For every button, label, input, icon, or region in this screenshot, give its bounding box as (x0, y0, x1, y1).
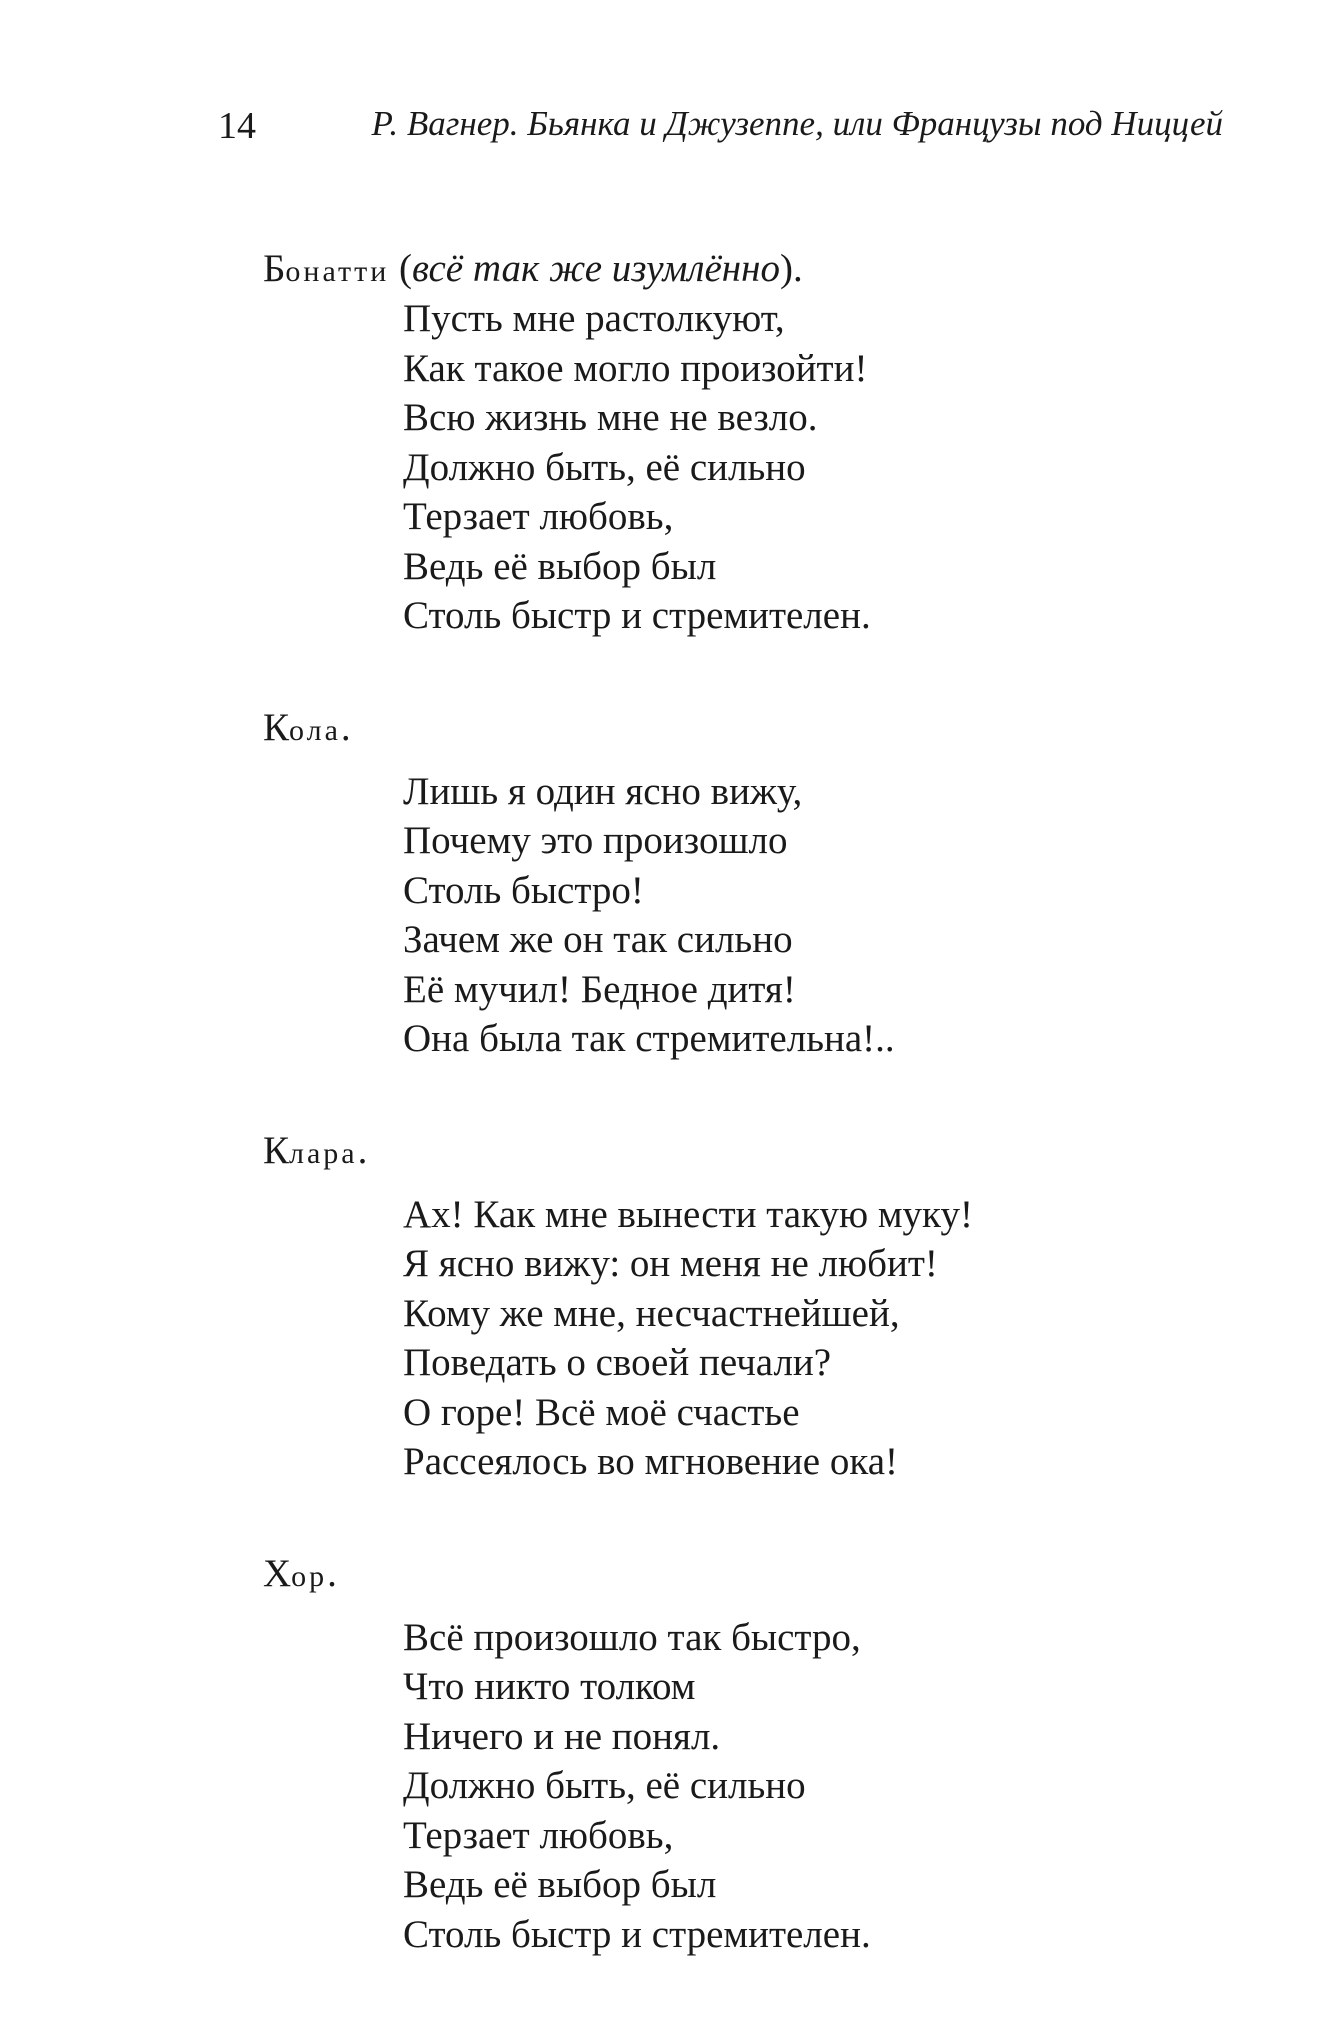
speaker-initial: К (263, 1128, 290, 1172)
verse-line: О горе! Всё моё счастье (403, 1390, 800, 1434)
verse-line: Она была так стремительна!.. (403, 1017, 895, 1060)
speaker-heading (263, 1549, 1263, 1599)
script-body (263, 244, 1263, 2021)
verse-lines (403, 1613, 1263, 1960)
verse-line: Как такое могло произойти! (403, 346, 868, 390)
verse-line: Столь быстр и стремителен. (403, 594, 871, 637)
running-title: Р. Вагнер. Бьянка и Джузеппе, или Французы под Ниццей (371, 104, 1223, 143)
verse-line: Должно быть, её сильно (403, 1764, 806, 1807)
speaker-name: ор (291, 1559, 328, 1593)
verse-line: Ничего и не понял. (403, 1714, 721, 1758)
speaker-period: . (340, 705, 351, 749)
speaker-name: лара (289, 1136, 358, 1170)
verse-line: Пусть мне растолкуют, (403, 297, 785, 340)
verse-line: Столь быстр и стремителен. (403, 1912, 871, 1956)
verse-line: Почему это произошло (403, 819, 788, 862)
speech-block (263, 1126, 1263, 1487)
verse-line: Всё произошло так быстро, (403, 1615, 861, 1659)
speaker-heading (263, 1126, 1263, 1176)
verse-line: Ведь её выбор был (403, 544, 717, 588)
verse-line: Лишь я один ясно вижу, (403, 769, 803, 813)
speech-block (263, 703, 1263, 1064)
verse-line: Всю жизнь мне не везло. (403, 396, 818, 439)
verse-line: Что никто толком (403, 1665, 696, 1708)
speech-block (263, 244, 1263, 641)
verse-line: Рассеялось во мгновение ока! (403, 1440, 899, 1483)
verse-line: Терзает любовь, (403, 495, 674, 538)
speaker-period: . (357, 1128, 368, 1172)
page-header (0, 104, 1331, 154)
speaker-heading (263, 244, 1263, 294)
speaker-initial: Б (263, 247, 286, 290)
verse-line: Столь быстро! (403, 868, 644, 912)
verse-line: Должно быть, её сильно (403, 445, 806, 489)
verse-line: Её мучил! Бедное дитя! (403, 967, 796, 1011)
speech-block (263, 1549, 1263, 1960)
speaker-name: онатти (285, 255, 390, 288)
speaker-initial: Х (263, 1551, 292, 1595)
speaker-heading (263, 703, 1263, 753)
speaker-name: ола (289, 713, 341, 747)
verse-lines (403, 767, 1263, 1064)
verse-line: Я ясно вижу: он меня не любит! (403, 1242, 938, 1285)
stage-direction: всё так же изумлённо (412, 247, 780, 290)
verse-line: Кому же мне, несчастнейшей, (403, 1291, 900, 1335)
verse-lines (403, 294, 1263, 641)
verse-lines (403, 1190, 1263, 1487)
stage-direction-close: ). (779, 247, 803, 290)
stage-direction-open: ( (389, 247, 413, 290)
speaker-initial: К (263, 705, 290, 749)
verse-line: Ведь её выбор был (403, 1863, 717, 1906)
verse-line: Поведать о своей печали? (403, 1341, 832, 1384)
verse-line: Зачем же он так сильно (403, 918, 793, 961)
verse-line: Ах! Как мне вынести такую муку! (403, 1192, 973, 1236)
page-number: 14 (218, 105, 256, 147)
speaker-period: . (327, 1551, 337, 1595)
verse-line: Терзает любовь, (403, 1813, 674, 1857)
